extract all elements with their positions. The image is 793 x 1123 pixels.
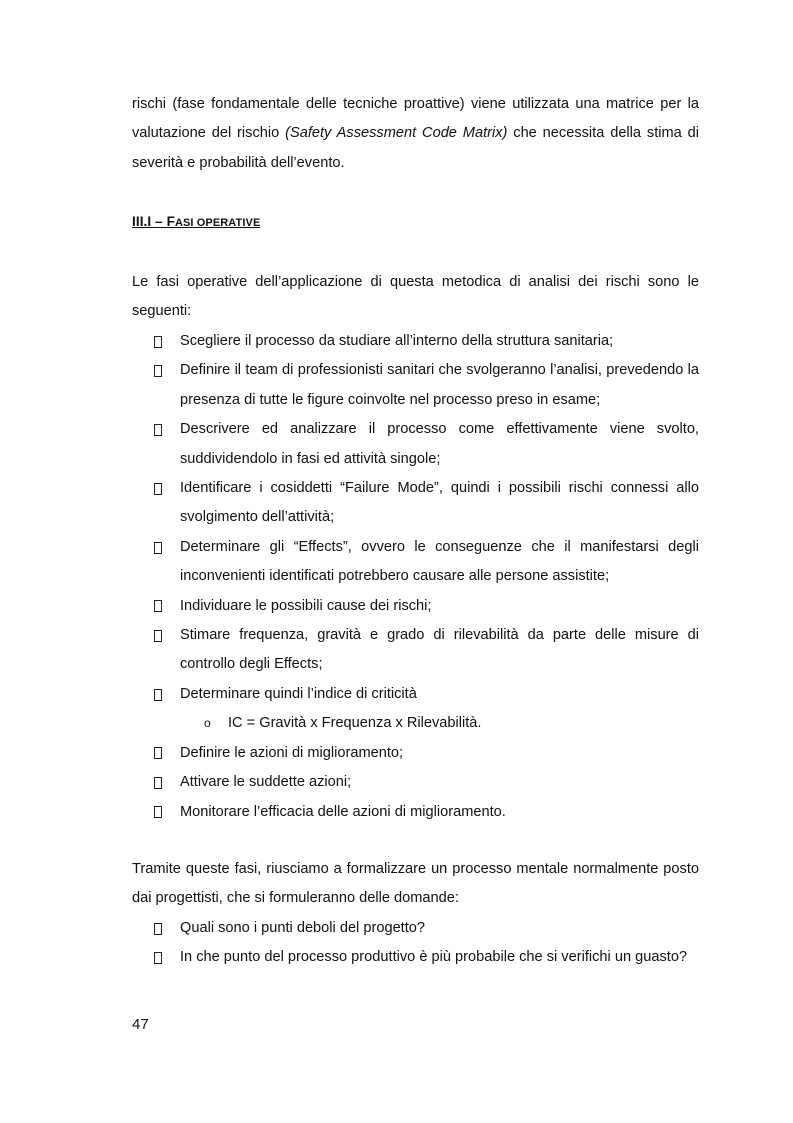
step-text: Determinare gli “Effects”, ovvero le conseguenze che il manifestarsi degli — [180, 538, 699, 555]
question-text: In che punto del processo produttivo è più probabile che si verifichi un guasto? — [180, 949, 688, 966]
intro-paragraph — [132, 90, 699, 178]
bullet-box-icon — [154, 739, 166, 768]
list-item — [132, 914, 699, 943]
intro-line-2 — [132, 119, 699, 148]
bullet-box-icon — [154, 914, 166, 943]
list-item — [132, 474, 699, 533]
list-item — [132, 943, 699, 972]
step-text: Descrivere ed analizzare il processo come effettivamente viene svolto, — [180, 421, 699, 438]
bullet-box-icon — [154, 621, 166, 650]
intro-line-1: rischi (fase fondamentale delle tecniche proattive) viene utilizzata una matrice per la — [132, 96, 699, 112]
bullet-box-icon — [154, 592, 166, 621]
step-text: Stimare frequenza, gravità e grado di rilevabilità da parte delle misure di — [180, 627, 699, 644]
section-heading — [132, 214, 260, 229]
list-item — [132, 592, 699, 621]
step-text: Determinare quindi l’indice di criticità — [180, 685, 417, 702]
page-number: 47 — [132, 1016, 149, 1033]
intro-line-2-end: che necessita della stima di — [507, 125, 700, 142]
heading-number: III.I – — [132, 214, 167, 229]
step-text-continued: suddividendolo in fasi ed attività singole; — [180, 450, 441, 467]
step-text: Identificare i cosiddetti “Failure Mode”, quindi i possibili rischi connessi allo — [180, 480, 699, 497]
bullet-box-icon — [154, 327, 166, 356]
list-item — [132, 356, 699, 415]
step-text: Scegliere il processo da studiare all’interno della struttura sanitaria; — [180, 333, 614, 349]
intro-italic-term: (Safety Assessment Code Matrix) — [285, 125, 508, 142]
questions-list — [132, 914, 699, 973]
step-text: Attivare le suddette azioni; — [180, 774, 352, 791]
fasi-intro-line-1: Le fasi operative dell’applicazione di questa metodica di analisi dei rischi sono le — [132, 274, 699, 290]
step-text-continued: controllo degli Effects; — [180, 656, 323, 673]
step-text: Definire le azioni di miglioramento; — [180, 744, 404, 761]
bullet-box-icon — [154, 798, 166, 827]
closing-line-2: dai progettisti, che si formuleranno delle domande: — [132, 890, 459, 907]
list-item — [132, 768, 699, 797]
bullet-box-icon — [154, 474, 166, 503]
fasi-intro-line-2: seguenti: — [132, 303, 192, 320]
circle-bullet-icon: o — [204, 716, 211, 731]
list-item — [132, 621, 699, 680]
question-text: Quali sono i punti deboli del progetto? — [180, 920, 426, 936]
sub-list-item — [132, 709, 699, 738]
bullet-box-icon — [154, 356, 166, 385]
bullet-box-icon — [154, 533, 166, 562]
step-text: Definire il team di professionisti sanitari che svolgeranno l’analisi, prevedendo la — [180, 362, 699, 379]
intro-line-2-start: valutazione del rischio — [132, 125, 286, 142]
criticality-formula: IC = Gravità x Frequenza x Rilevabilità. — [228, 715, 482, 732]
fasi-intro-paragraph — [132, 268, 699, 327]
closing-line-1: Tramite queste fasi, riusciamo a formalizzare un processo mentale normalmente posto — [132, 861, 699, 877]
steps-list — [132, 327, 699, 827]
list-item — [132, 680, 699, 709]
step-text: Monitorare l’efficacia delle azioni di miglioramento. — [180, 803, 506, 820]
step-text-continued: inconvenienti identificati potrebbero causare alle persone assistite; — [180, 568, 610, 585]
list-item — [132, 798, 699, 827]
closing-paragraph — [132, 855, 699, 914]
list-item — [132, 533, 699, 592]
intro-line-3: severità e probabilità dell’evento. — [132, 154, 345, 171]
list-item — [132, 739, 699, 768]
bullet-box-icon — [154, 680, 166, 709]
bullet-box-icon — [154, 768, 166, 797]
step-text: Individuare le possibili cause dei rischi; — [180, 597, 432, 614]
step-text-continued: presenza di tutte le figure coinvolte nel processo preso in esame; — [180, 391, 601, 408]
heading-initial: F — [166, 214, 175, 229]
bullet-box-icon — [154, 943, 166, 972]
list-item — [132, 415, 699, 474]
step-text-continued: svolgimento dell’attività; — [180, 509, 335, 526]
heading-title: ASI OPERATIVE — [174, 217, 261, 229]
bullet-box-icon — [154, 415, 166, 444]
list-item — [132, 327, 699, 356]
